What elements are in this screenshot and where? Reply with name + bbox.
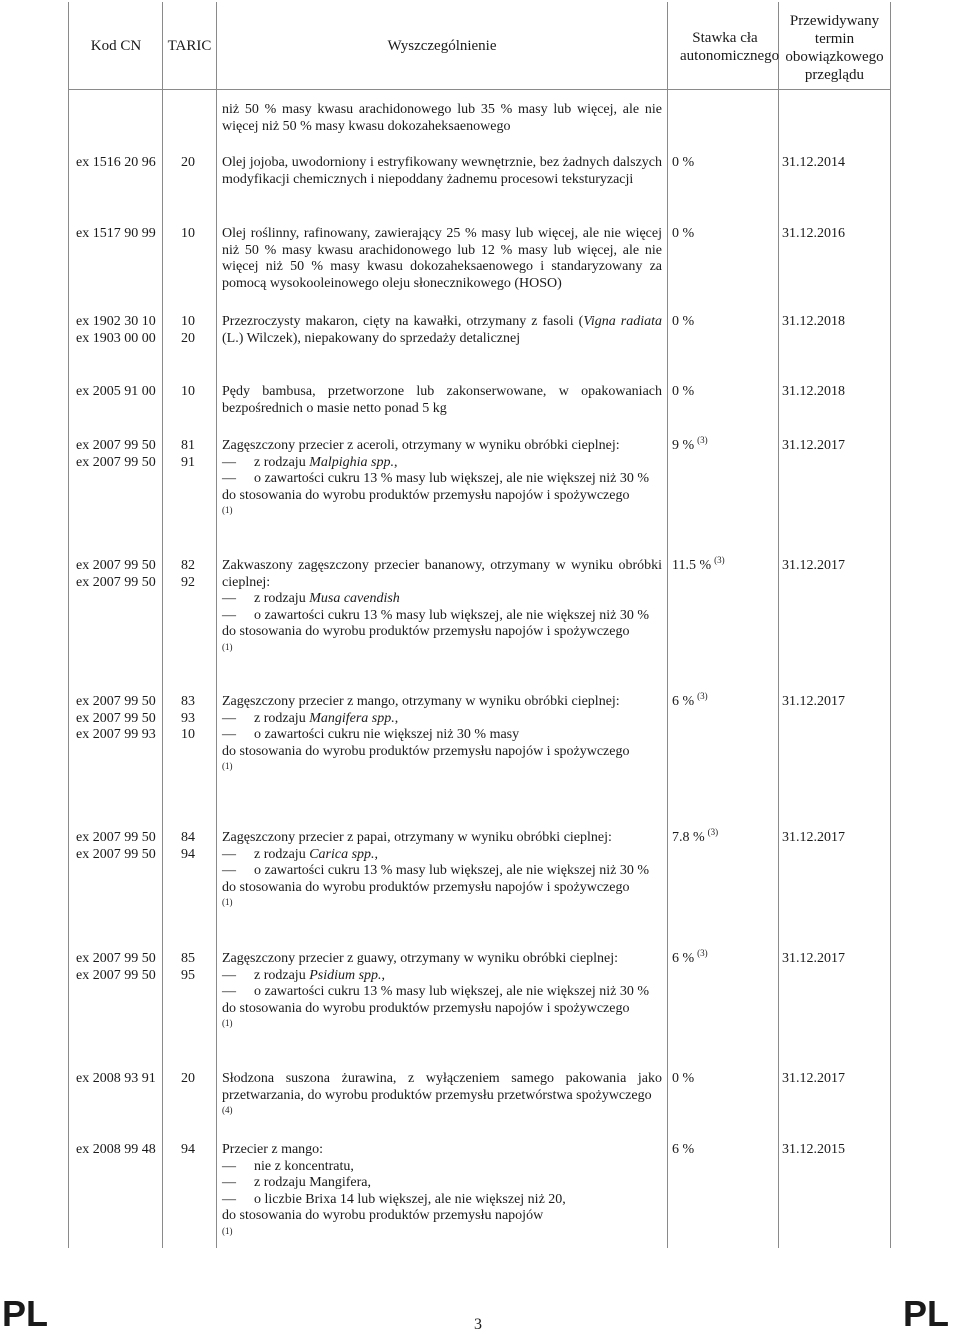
duty-rate: 11.5 % $^{(3)}$ <box>672 555 725 573</box>
row-description <box>222 438 662 516</box>
cn-code: ex 1902 30 10 ex 1903 00 00 <box>76 314 156 346</box>
description-indent: — z rodzaju Mangifera spp., <box>222 710 399 726</box>
table-border-left <box>68 2 69 1248</box>
taric-code: 20 <box>181 155 195 170</box>
species-name: Psidium spp. <box>309 967 382 983</box>
review-date: 31.12.2017 <box>782 694 845 709</box>
footnote-ref: (1) <box>222 1225 233 1236</box>
description-text: Zakwaszony zagęszczony przecier bananowy, otrzymany w wyniku obróbki cieplnej: <box>222 558 662 590</box>
taric-code: 84 94 <box>181 830 195 862</box>
cn-code: ex 2008 99 48 <box>76 1142 156 1157</box>
duty-rate: 6 % $^{(3)}$ <box>672 948 708 966</box>
description-indent: — o zawartości cukru 13 % masy lub większej, ale nie większej niż 30 % <box>222 471 649 486</box>
cn-code: ex 1516 20 96 <box>76 155 156 170</box>
species-name: Carica spp. <box>309 846 375 862</box>
header-separator <box>68 89 890 90</box>
description-text: Słodzona suszona żurawina, z wyłączeniem samego pakowania jako przetwarzania, do wyrobu produktów przemysłu przetwórstwa spożywczego <box>222 1071 662 1103</box>
cn-code: ex 1517 90 99 <box>76 226 156 241</box>
description-text: do stosowania do wyrobu produktów przemysłu napojów i spożywczego <box>222 624 630 639</box>
description-text: do stosowania do wyrobu produktów przemysłu napojów i spożywczego <box>222 743 630 759</box>
footnote-ref: (1) <box>222 761 233 771</box>
header-termin: Przewidywany termin obowiązkowego przeglądu <box>785 13 884 83</box>
taric-code: 10 <box>181 226 195 241</box>
header-taric: TARIC <box>167 38 212 54</box>
description-indent: — nie z koncentratu, <box>222 1158 354 1174</box>
cn-code: ex 2007 99 50 ex 2007 99 50 <box>76 558 156 590</box>
description-text: Zagęszczony przecier z mango, otrzymany w wyniku obróbki cieplnej: <box>222 694 620 709</box>
description-text: Zagęszczony przecier z guawy, otrzymany w wyniku obróbki cieplnej: <box>222 951 618 966</box>
footnote-ref: (3) <box>697 691 708 702</box>
taric-code: 10 20 <box>181 314 195 346</box>
row-description: Pędy bambusa, przetworzone lub zakonserwowane, w opakowaniach bezpośrednich o masie netto ponad 5 kg <box>222 384 662 416</box>
duty-rate: 0 % <box>672 314 695 329</box>
description-indent: — z rodzaju Malpighia spp., <box>222 454 398 470</box>
species-name: Mangifera spp. <box>309 710 395 726</box>
duty-rate: 9 % $^{(3)}$ <box>672 435 708 453</box>
review-date: 31.12.2014 <box>782 155 845 170</box>
column-divider-rate <box>778 2 779 1248</box>
review-date: 31.12.2018 <box>782 384 845 399</box>
review-date: 31.12.2017 <box>782 1071 845 1086</box>
duty-rate: 0 % <box>672 1071 695 1086</box>
footnote-ref: (4) <box>222 1105 233 1115</box>
description-text: Przecier z mango: <box>222 1142 324 1157</box>
taric-code: 83 93 10 <box>181 694 195 742</box>
cn-code: ex 2007 99 50 ex 2007 99 50 <box>76 830 156 862</box>
row-description <box>222 694 662 772</box>
species-name: Vigna radiata <box>583 314 662 329</box>
taric-code: 85 95 <box>181 951 195 983</box>
header-kod-cn: Kod CN <box>90 38 142 54</box>
taric-code: 10 <box>181 384 195 399</box>
review-date: 31.12.2018 <box>782 314 845 329</box>
species-name: Musa cavendish <box>309 591 400 606</box>
footnote-ref: (1) <box>222 1018 233 1028</box>
review-date: 31.12.2017 <box>782 438 845 453</box>
footnote-ref: (3) <box>697 948 708 959</box>
taric-code: 20 <box>181 1071 195 1086</box>
cn-code: ex 2007 99 50 ex 2007 99 50 <box>76 951 156 983</box>
table-border-right <box>890 2 891 1248</box>
row-description <box>222 951 662 1029</box>
cn-code: ex 2007 99 50 ex 2007 99 50 <box>76 438 156 470</box>
row-description: Olej jojoba, uwodorniony i estryfikowany wewnętrznie, bez żadnych dalszych modyfikacji chemicznych i niepoddany żadnemu procesowi teksturyzacji <box>222 155 662 187</box>
footnote-ref: (1) <box>222 897 233 907</box>
description-text: do stosowania do wyrobu produktów przemysłu napojów i spożywczego <box>222 1000 630 1016</box>
description-text: (L.) Wilczek), niepakowany do sprzedaży detalicznej <box>222 330 521 346</box>
column-divider-cn <box>162 2 163 1248</box>
description-indent: — z rodzaju Psidium spp., <box>222 967 386 983</box>
description-text: do stosowania do wyrobu produktów przemysłu napojów i spożywczego <box>222 879 630 895</box>
cn-code: ex 2005 91 00 <box>76 384 156 399</box>
description-indent: — z rodzaju Musa cavendish <box>222 591 400 606</box>
row-description <box>222 558 662 653</box>
duty-rate: 7.8 % $^{(3)}$ <box>672 827 719 845</box>
footnote-ref: (1) <box>222 641 233 652</box>
review-date: 31.12.2016 <box>782 226 845 241</box>
cn-code: ex 2007 99 50 ex 2007 99 50 ex 2007 99 93 <box>76 694 156 742</box>
cn-code: ex 2008 93 91 <box>76 1071 156 1086</box>
review-date: 31.12.2017 <box>782 830 845 845</box>
review-date: 31.12.2017 <box>782 951 845 966</box>
column-divider-taric <box>216 2 217 1248</box>
footnote-ref: (3) <box>707 827 719 838</box>
duty-rate: 6 % <box>672 1142 695 1157</box>
taric-code: 82 92 <box>181 558 195 590</box>
row-description <box>222 314 662 347</box>
footnote-ref: (3) <box>697 435 708 446</box>
duty-rate: 0 % <box>672 384 695 399</box>
row-description <box>222 1071 662 1116</box>
row-description: Olej roślinny, rafinowany, zawierający 25 % masy lub więcej, ale nie więcej niż 50 % masy kwasu arachidonowego lub 12 % masy lub więcej, ale nie więcej niż 50 % masy kwasu dokozaheksaenowego i standaryzowany za pomocą wysokooleinowego oleju słonecznikowego (HOSO) <box>222 226 662 291</box>
header-wyszczegolnienie: Wyszczególnienie <box>387 38 497 54</box>
description-indent: — o zawartości cukru 13 % masy lub większej, ale nie większej niż 30 % <box>222 863 649 878</box>
description-indent: — z rodzaju Mangifera, <box>222 1175 371 1190</box>
description-text: Przezroczysty makaron, cięty na kawałki, otrzymany z fasoli ( <box>222 314 584 329</box>
duty-rate: 0 % <box>672 226 695 241</box>
taric-code: 81 91 <box>181 438 195 470</box>
page-number: 3 <box>474 1316 482 1333</box>
column-divider-desc <box>667 2 668 1248</box>
description-indent: — o liczbie Brixa 14 lub większej, ale nie większej niż 20, <box>222 1191 566 1207</box>
description-text: Zagęszczony przecier z papai, otrzymany w wyniku obróbki cieplnej: <box>222 830 612 845</box>
species-name: Malpighia spp. <box>309 454 394 470</box>
description-indent: — z rodzaju Carica spp., <box>222 846 379 862</box>
description-text: do stosowania do wyrobu produktów przemysłu napojów <box>222 1208 544 1223</box>
duty-rate: 0 % <box>672 155 695 170</box>
review-date: 31.12.2015 <box>782 1142 845 1157</box>
description-indent: — o zawartości cukru nie większej niż 30 % masy <box>222 727 520 742</box>
footnote-ref: (1) <box>222 505 233 515</box>
row-description: niż 50 % masy kwasu arachidonowego lub 35 % masy lub więcej, ale nie więcej niż 50 % masy kwasu dokozaheksaenowego <box>222 102 662 134</box>
row-description <box>222 1142 662 1237</box>
language-code-left: PL <box>2 1293 49 1334</box>
row-description <box>222 830 662 908</box>
header-stawka: Stawka cła autonomicznego <box>680 30 780 64</box>
description-text: Zagęszczony przecier z aceroli, otrzymany w wyniku obróbki cieplnej: <box>222 438 620 453</box>
description-text: do stosowania do wyrobu produktów przemysłu napojów i spożywczego <box>222 487 630 503</box>
description-indent: — o zawartości cukru 13 % masy lub większej, ale nie większej niż 30 % <box>222 607 649 623</box>
language-code-right: PL <box>903 1293 950 1334</box>
review-date: 31.12.2017 <box>782 558 845 573</box>
duty-rate: 6 % $^{(3)}$ <box>672 691 708 709</box>
footnote-ref: (3) <box>714 555 725 566</box>
description-indent: — o zawartości cukru 13 % masy lub większej, ale nie większej niż 30 % <box>222 984 649 999</box>
taric-code: 94 <box>181 1142 195 1157</box>
